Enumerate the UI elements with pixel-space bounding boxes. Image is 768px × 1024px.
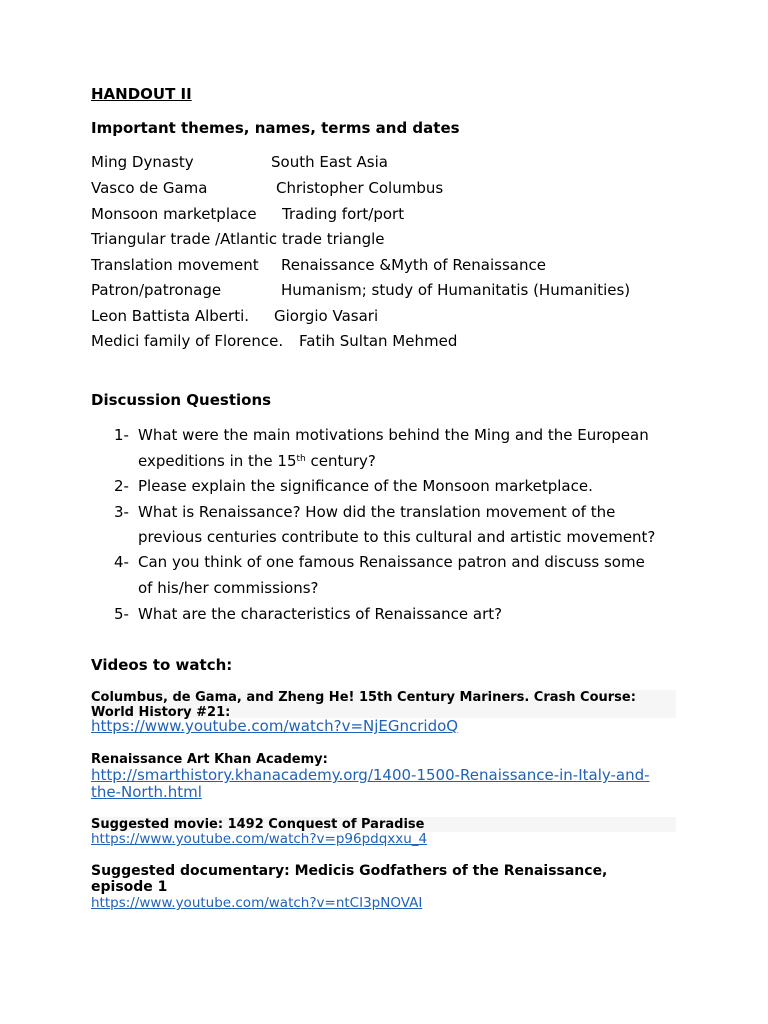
video-link[interactable]: http://smarthistory.khanacademy.org/1400-1500-Renaissance-in-Italy-and- [91,766,650,784]
term-left: Leon Battista Alberti. [91,307,250,325]
superscript: th [296,454,306,464]
question-text-cont: previous centuries contribute to this cultural and artistic movement? [138,528,656,546]
question-number: 2- [114,477,129,495]
term-right: South East Asia [271,153,388,171]
video-link[interactable]: https://www.youtube.com/watch?v=ntCI3pNOVAI [91,895,423,911]
question-text: What were the main motivations behind the Ming and the European [138,426,649,444]
term-left: Translation movement [91,256,259,274]
question-text-part: century? [305,452,376,470]
question-text: What are the characteristics of Renaissance art? [138,605,503,623]
question-number: 1- [114,426,129,444]
question-text-part: expeditions in the 15 [138,452,297,470]
term-right: Fatih Sultan Mehmed [299,332,458,350]
video-title: Suggested movie: 1492 Conquest of Paradise [91,817,425,832]
video-title: Columbus, de Gama, and Zheng He! 15th Century Mariners. Crash Course: [91,690,636,705]
question-text: What is Renaissance? How did the translation movement of the [138,503,616,521]
question-text: Can you think of one famous Renaissance patron and discuss some [138,553,645,571]
term-right: Trading fort/port [282,205,405,223]
question-text-cont: of his/her commissions? [138,579,319,597]
video-link[interactable]: https://www.youtube.com/watch?v=p96pdqxxu_4 [91,831,428,847]
question-text: Please explain the significance of the Monsoon marketplace. [138,477,593,495]
term-left: Monsoon marketplace [91,205,257,223]
term-left: Vasco de Gama [91,179,208,197]
question-text-cont [138,452,376,470]
section-subtitle: Important themes, names, terms and dates [91,119,460,137]
term-left: Triangular trade /Atlantic trade triangle [91,230,385,248]
term-right: Renaissance &Myth of Renaissance [281,256,546,274]
question-number: 4- [114,553,129,571]
term-left: Medici family of Florence. [91,332,284,350]
video-link[interactable]: https://www.youtube.com/watch?v=NjEGncridoQ [91,717,459,735]
term-left: Ming Dynasty [91,153,194,171]
term-right: Humanism; study of Humanitatis (Humanities) [281,281,631,299]
question-number: 3- [114,503,129,521]
video-title: Suggested documentary: Medicis Godfathers of the Renaissance, [91,863,608,879]
video-title: Renaissance Art Khan Academy: [91,752,328,767]
term-right: Giorgio Vasari [274,307,379,325]
question-number: 5- [114,605,129,623]
videos-heading: Videos to watch: [91,656,233,674]
page-title: HANDOUT II [91,85,192,103]
video-title: episode 1 [91,879,168,895]
term-right: Christopher Columbus [276,179,444,197]
video-link-cont[interactable]: the-North.html [91,783,202,801]
video-title: World History #21: [91,705,231,720]
term-left: Patron/patronage [91,281,222,299]
discussion-heading: Discussion Questions [91,391,272,409]
